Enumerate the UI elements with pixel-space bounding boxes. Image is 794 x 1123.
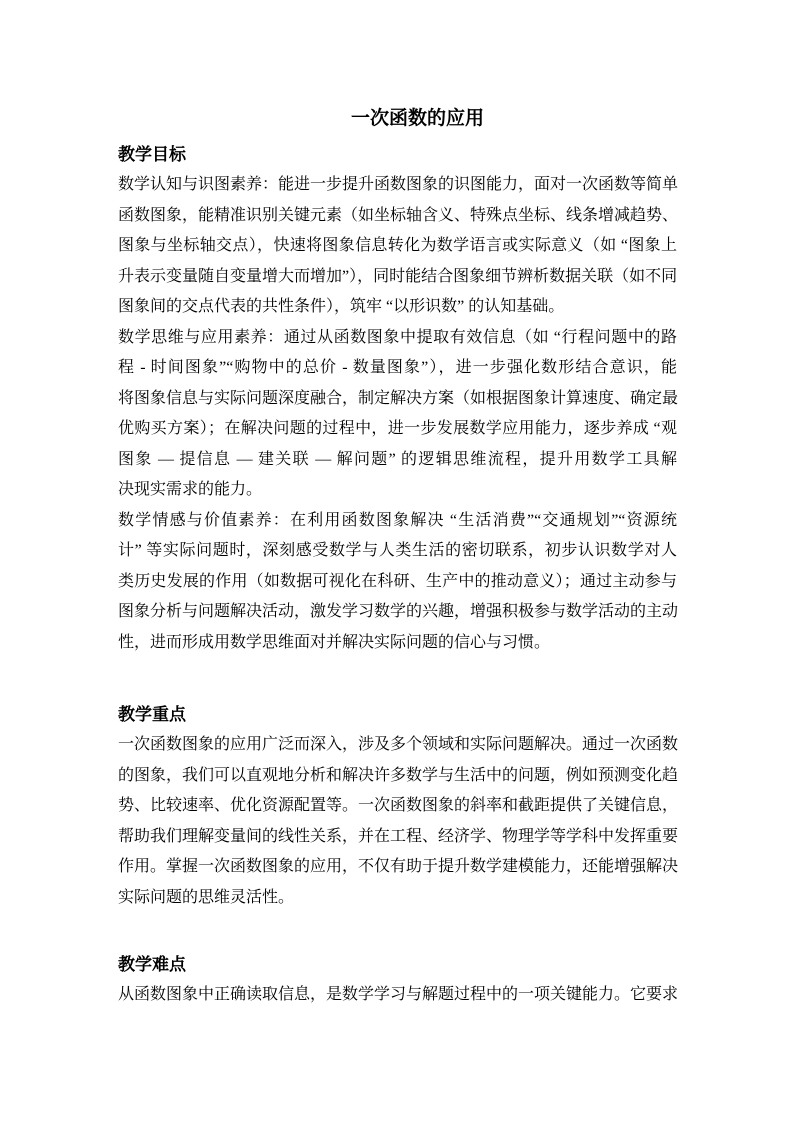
text-line: 优购买方案）；在解决问题的过程中，进一步发展数学应用能力，逐步养成 “观: [118, 420, 677, 437]
text-line: 函数图象，能精准识别关键元素（如坐标轴含义、特殊点坐标、线条增减趋势、: [118, 206, 679, 224]
text-line: 的图象，我们可以直观地分析和解决许多数学与生活中的问题，例如预测变化趋: [118, 766, 679, 784]
text-line: 作用。掌握一次函数图象的应用，不仅有助于提升数学建模能力，还能增强解决: [118, 858, 679, 875]
text-line: 数学思维与应用素养：通过从函数图象中提取有效信息（如 “行程问题中的路: [118, 328, 677, 346]
text-line: 图象与坐标轴交点），快速将图象信息转化为数学语言或实际意义（如 “图象上: [118, 237, 677, 254]
text-line: 将图象信息与实际问题深度融合，制定解决方案（如根据图象计算速度、确定最: [118, 389, 679, 407]
text-line: 计” 等实际问题时，深刻感受数学与人类生活的密切联系，初步认识数学对人: [118, 542, 677, 559]
text-line: 决现实需求的能力。: [118, 481, 263, 498]
section-teaching-key-points: [118, 700, 677, 913]
section-teaching-difficulties: [118, 950, 677, 1011]
text-line: 帮助我们理解变量间的线性关系，并在工程、经济学、物理学等学科中发挥重要: [118, 827, 679, 845]
text-line: 升表示变量随自变量增大而增加”），同时能结合图象细节辨析数据关联（如不同: [118, 267, 678, 285]
section-teaching-objectives: [118, 140, 677, 658]
text-line: 性，进而形成用数学思维面对并解决实际问题的信心与习惯。: [118, 633, 551, 651]
text-line: 程 - 时间图象”“购物中的总价 - 数量图象”），进一步强化数形结合意识，能: [118, 359, 677, 376]
text-line: 势、比较速率、优化资源配置等。一次函数图象的斜率和截距提供了关键信息，: [118, 797, 679, 814]
text-line: 数学情感与价值素养：在利用函数图象解决 “生活消费”“交通规划”“资源统: [118, 511, 677, 529]
text-line: 实际问题的思维灵活性。: [118, 888, 295, 906]
section-heading: 教学目标: [118, 145, 186, 164]
text-line: 图象间的交点代表的共性条件），筑牢 “以形识数” 的认知基础。: [118, 298, 565, 315]
text-line: 图象分析与问题解决活动，激发学习数学的兴趣，增强积极参与数学活动的主动: [118, 603, 679, 620]
text-line: 类历史发展的作用（如数据可视化在科研、生产中的推动意义）；通过主动参与: [118, 572, 677, 590]
text-line: 一次函数图象的应用广泛而深入，涉及多个领域和实际问题解决。通过一次函数: [118, 736, 679, 753]
text-line: 图象 — 提信息 — 建关联 — 解问题” 的逻辑思维流程，提升用数学工具解: [118, 450, 677, 468]
section-heading: 教学重点: [118, 705, 186, 724]
text-line: 数学认知与识图素养：能进一步提升函数图象的识图能力，面对一次函数等简单: [118, 176, 679, 193]
section-heading: 教学难点: [118, 955, 186, 974]
text-line: 从函数图象中正确读取信息，是数学学习与解题过程中的一项关键能力。它要求: [118, 986, 679, 1003]
document-title: 一次函数的应用: [350, 108, 484, 129]
